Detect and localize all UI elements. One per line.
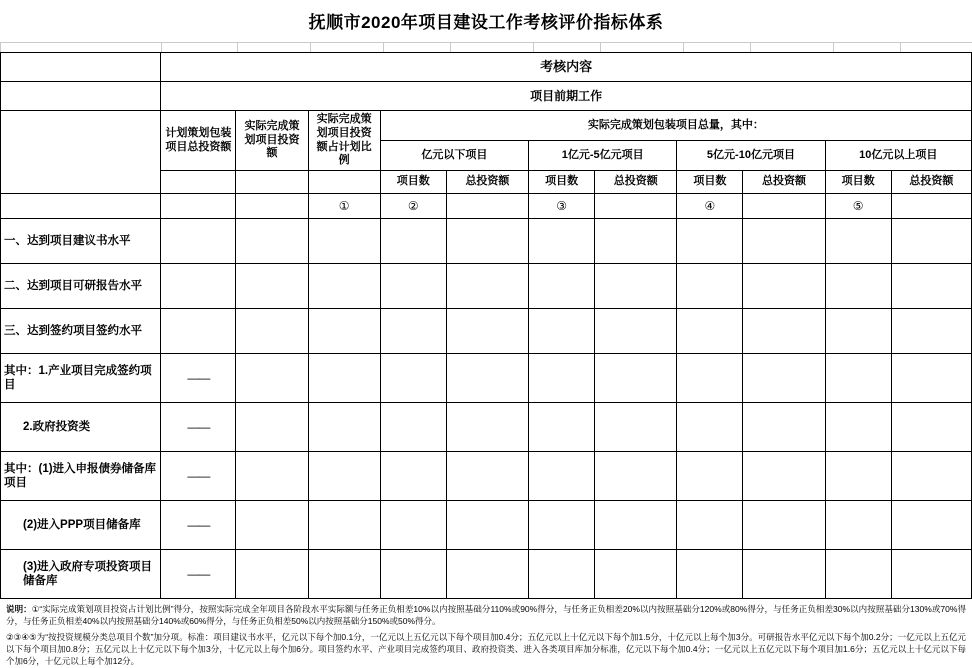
cell-0-2[interactable] <box>236 219 308 264</box>
cell-0-7[interactable] <box>595 219 677 264</box>
cell-4-2[interactable] <box>236 403 308 452</box>
subgroup-2-count: 项目数 <box>677 171 743 194</box>
table-row <box>1 452 972 501</box>
sub-col-actual-ratio-blank <box>308 171 380 194</box>
subgroup-3-count: 项目数 <box>825 171 891 194</box>
cell-6-10[interactable] <box>825 501 891 550</box>
cell-5-5[interactable] <box>446 452 528 501</box>
table-row <box>1 309 972 354</box>
cell-5-9[interactable] <box>743 452 825 501</box>
cell-2-6[interactable] <box>529 309 595 354</box>
table-row <box>1 550 972 599</box>
table-row <box>1 354 972 403</box>
cell-7-4[interactable] <box>380 550 446 599</box>
cell-0-8[interactable] <box>677 219 743 264</box>
subgroup-1-amount: 总投资额 <box>595 171 677 194</box>
cell-1-3[interactable] <box>308 264 380 309</box>
cell-2-9[interactable] <box>743 309 825 354</box>
cell-5-8[interactable] <box>677 452 743 501</box>
cell-7-7[interactable] <box>595 550 677 599</box>
cell-7-3[interactable] <box>308 550 380 599</box>
cell-3-8[interactable] <box>677 354 743 403</box>
cell-4-3[interactable] <box>308 403 380 452</box>
subgroup-label-0: 亿元以下项目 <box>380 141 528 171</box>
row-label-3: 其中：1.产业项目完成签约项目 <box>1 354 161 403</box>
row-label-1: 二、达到项目可研报告水平 <box>1 264 161 309</box>
marker-subgroup-3: ⑤ <box>825 194 891 219</box>
row-label-6: (2)进入PPP项目储备库 <box>1 501 161 550</box>
row-label-4: 2.政府投资类 <box>1 403 161 452</box>
cell-6-11[interactable] <box>891 501 971 550</box>
cell-2-3[interactable] <box>308 309 380 354</box>
cell-4-1[interactable]: —— <box>161 403 236 452</box>
cell-5-7[interactable] <box>595 452 677 501</box>
row-label-2: 三、达到签约项目签约水平 <box>1 309 161 354</box>
cell-7-6[interactable] <box>529 550 595 599</box>
cell-5-1[interactable]: —— <box>161 452 236 501</box>
cell-2-4[interactable] <box>380 309 446 354</box>
subgroup-0-amount: 总投资额 <box>446 171 528 194</box>
cell-7-10[interactable] <box>825 550 891 599</box>
cell-6-2[interactable] <box>236 501 308 550</box>
subgroup-0-count: 项目数 <box>380 171 446 194</box>
cell-3-11[interactable] <box>891 354 971 403</box>
cell-3-3[interactable] <box>308 354 380 403</box>
table-row <box>1 264 972 309</box>
cell-6-3[interactable] <box>308 501 380 550</box>
table-row <box>1 219 972 264</box>
subgroup-2-amount: 总投资额 <box>743 171 825 194</box>
cell-0-4[interactable] <box>380 219 446 264</box>
cell-6-6[interactable] <box>529 501 595 550</box>
cell-3-1[interactable]: —— <box>161 354 236 403</box>
marker-actual-total <box>236 194 308 219</box>
cell-7-2[interactable] <box>236 550 308 599</box>
cell-6-4[interactable] <box>380 501 446 550</box>
cell-3-7[interactable] <box>595 354 677 403</box>
cell-7-1[interactable]: —— <box>161 550 236 599</box>
marker-subgroup-2-amount <box>743 194 825 219</box>
marker-subgroup-0: ② <box>380 194 446 219</box>
col-planned-total: 计划策划包装项目总投资额 <box>161 111 236 171</box>
footnote-lead: 说明： <box>6 604 32 614</box>
footnote-line-1 <box>6 603 966 628</box>
sub-col-actual-total-blank <box>236 171 308 194</box>
cell-1-2[interactable] <box>236 264 308 309</box>
page-title: 抚顺市2020年项目建设工作考核评价指标体系 <box>308 13 664 32</box>
table-header-row-assessment <box>1 53 972 82</box>
row-label-5: 其中：(1)进入申报债券储备库项目 <box>1 452 161 501</box>
footnote-line-2: ②③④⑤为“按投资规模分类总项目个数”加分项。标准：项目建议书水平，亿元以下每个加0.1分，一亿元以上五亿元以下每个项目加0.4分；五亿元以上十亿元以下每个加1.5分，十亿元以上每个加3分。可研报告水平亿元以下每个加0.2分；一亿元以上五亿元以下每个项目加0.8分；五亿元以上十亿元以下每个加3分，十亿元以上每个加6分。项目签约水平、产业项目完成签约项目、政府投资类、进入各类项目库加分标准，亿元以下每个加0.4分；一亿元以上五亿元以下每个项目加1.6分；五亿元以上十亿元以下每个加6分，十亿元以上每个加12分。 <box>6 631 966 667</box>
cell-1-7[interactable] <box>595 264 677 309</box>
cell-1-1[interactable] <box>161 264 236 309</box>
cell-7-9[interactable] <box>743 550 825 599</box>
cell-2-11[interactable] <box>891 309 971 354</box>
cell-2-10[interactable] <box>825 309 891 354</box>
cell-7-8[interactable] <box>677 550 743 599</box>
marker-ratio: ① <box>308 194 380 219</box>
cell-4-6[interactable] <box>529 403 595 452</box>
table-header-row-preliminary <box>1 82 972 111</box>
cell-2-2[interactable] <box>236 309 308 354</box>
cell-3-4[interactable] <box>380 354 446 403</box>
cell-0-10[interactable] <box>825 219 891 264</box>
cell-3-2[interactable] <box>236 354 308 403</box>
cell-7-5[interactable] <box>446 550 528 599</box>
marker-subgroup-1-amount <box>595 194 677 219</box>
row-label-0: 一、达到项目建议书水平 <box>1 219 161 264</box>
cell-4-4[interactable] <box>380 403 446 452</box>
table-marker-row <box>1 194 972 219</box>
subgroup-label-2: 5亿元-10亿元项目 <box>677 141 825 171</box>
cell-6-1[interactable]: —— <box>161 501 236 550</box>
cell-4-5[interactable] <box>446 403 528 452</box>
cell-1-11[interactable] <box>891 264 971 309</box>
cell-1-10[interactable] <box>825 264 891 309</box>
table-row <box>1 501 972 550</box>
marker-subgroup-2: ④ <box>677 194 743 219</box>
cell-1-4[interactable] <box>380 264 446 309</box>
cell-4-11[interactable] <box>891 403 971 452</box>
sub-col-planned-total-blank <box>161 171 236 194</box>
cell-1-5[interactable] <box>446 264 528 309</box>
marker-subgroup-3-amount <box>891 194 971 219</box>
cell-0-9[interactable] <box>743 219 825 264</box>
marker-planned-total <box>161 194 236 219</box>
cell-2-7[interactable] <box>595 309 677 354</box>
cell-5-11[interactable] <box>891 452 971 501</box>
cell-2-5[interactable] <box>446 309 528 354</box>
corner-cell-2 <box>1 82 161 111</box>
cell-1-9[interactable] <box>743 264 825 309</box>
cell-6-9[interactable] <box>743 501 825 550</box>
header-project-preliminary: 项目前期工作 <box>161 82 972 111</box>
footnote-line-1-text: ①“实际完成策划项目投资占计划比例”得分，按照实际完成全年项目各阶段水平实际额与任务正负相差10%以内按照基础分110%或90%得分，与任务正负相差20%以内按照基础分120%或80%得分，与任务正负相差30%以内按照基础分130%或70%得分，与任务正负相差40%以内按照基础分140%或60%得分，与任务正负相差50%以内按照基础分150%或50%得分。 <box>6 604 966 627</box>
table-header-row-columns <box>1 111 972 141</box>
assessment-table <box>0 52 972 599</box>
cell-0-6[interactable] <box>529 219 595 264</box>
cell-4-9[interactable] <box>743 403 825 452</box>
subgroup-3-amount: 总投资额 <box>891 171 971 194</box>
cell-5-4[interactable] <box>380 452 446 501</box>
cell-3-6[interactable] <box>529 354 595 403</box>
cell-5-6[interactable] <box>529 452 595 501</box>
cell-5-3[interactable] <box>308 452 380 501</box>
cell-0-3[interactable] <box>308 219 380 264</box>
cell-2-8[interactable] <box>677 309 743 354</box>
cell-2-1[interactable] <box>161 309 236 354</box>
cell-4-8[interactable] <box>677 403 743 452</box>
cell-1-8[interactable] <box>677 264 743 309</box>
table-row <box>1 403 972 452</box>
cell-5-2[interactable] <box>236 452 308 501</box>
marker-subgroup-1: ③ <box>529 194 595 219</box>
corner-cell <box>1 53 161 82</box>
cell-3-9[interactable] <box>743 354 825 403</box>
subgroup-label-1: 1亿元-5亿元项目 <box>529 141 677 171</box>
corner-cell-3 <box>1 111 161 194</box>
col-actual-ratio: 实际完成策划项目投资额占计划比例 <box>308 111 380 171</box>
subgroup-1-count: 项目数 <box>529 171 595 194</box>
cell-6-8[interactable] <box>677 501 743 550</box>
header-assessment-content: 考核内容 <box>161 53 972 82</box>
cell-6-7[interactable] <box>595 501 677 550</box>
cell-0-1[interactable] <box>161 219 236 264</box>
group-actual-total: 实际完成策划包装项目总量，其中： <box>380 111 971 141</box>
cell-1-6[interactable] <box>529 264 595 309</box>
cell-0-5[interactable] <box>446 219 528 264</box>
cell-3-10[interactable] <box>825 354 891 403</box>
cell-0-11[interactable] <box>891 219 971 264</box>
cell-4-10[interactable] <box>825 403 891 452</box>
spreadsheet-top-strip <box>0 42 972 52</box>
footnote-block <box>0 599 972 668</box>
row-label-7: (3)进入政府专项投资项目储备库 <box>1 550 161 599</box>
cell-3-5[interactable] <box>446 354 528 403</box>
cell-5-10[interactable] <box>825 452 891 501</box>
cell-4-7[interactable] <box>595 403 677 452</box>
subgroup-label-3: 10亿元以上项目 <box>825 141 971 171</box>
cell-6-5[interactable] <box>446 501 528 550</box>
marker-row-label <box>1 194 161 219</box>
col-actual-total: 实际完成策划项目投资额 <box>236 111 308 171</box>
cell-7-11[interactable] <box>891 550 971 599</box>
marker-subgroup-0-amount <box>446 194 528 219</box>
